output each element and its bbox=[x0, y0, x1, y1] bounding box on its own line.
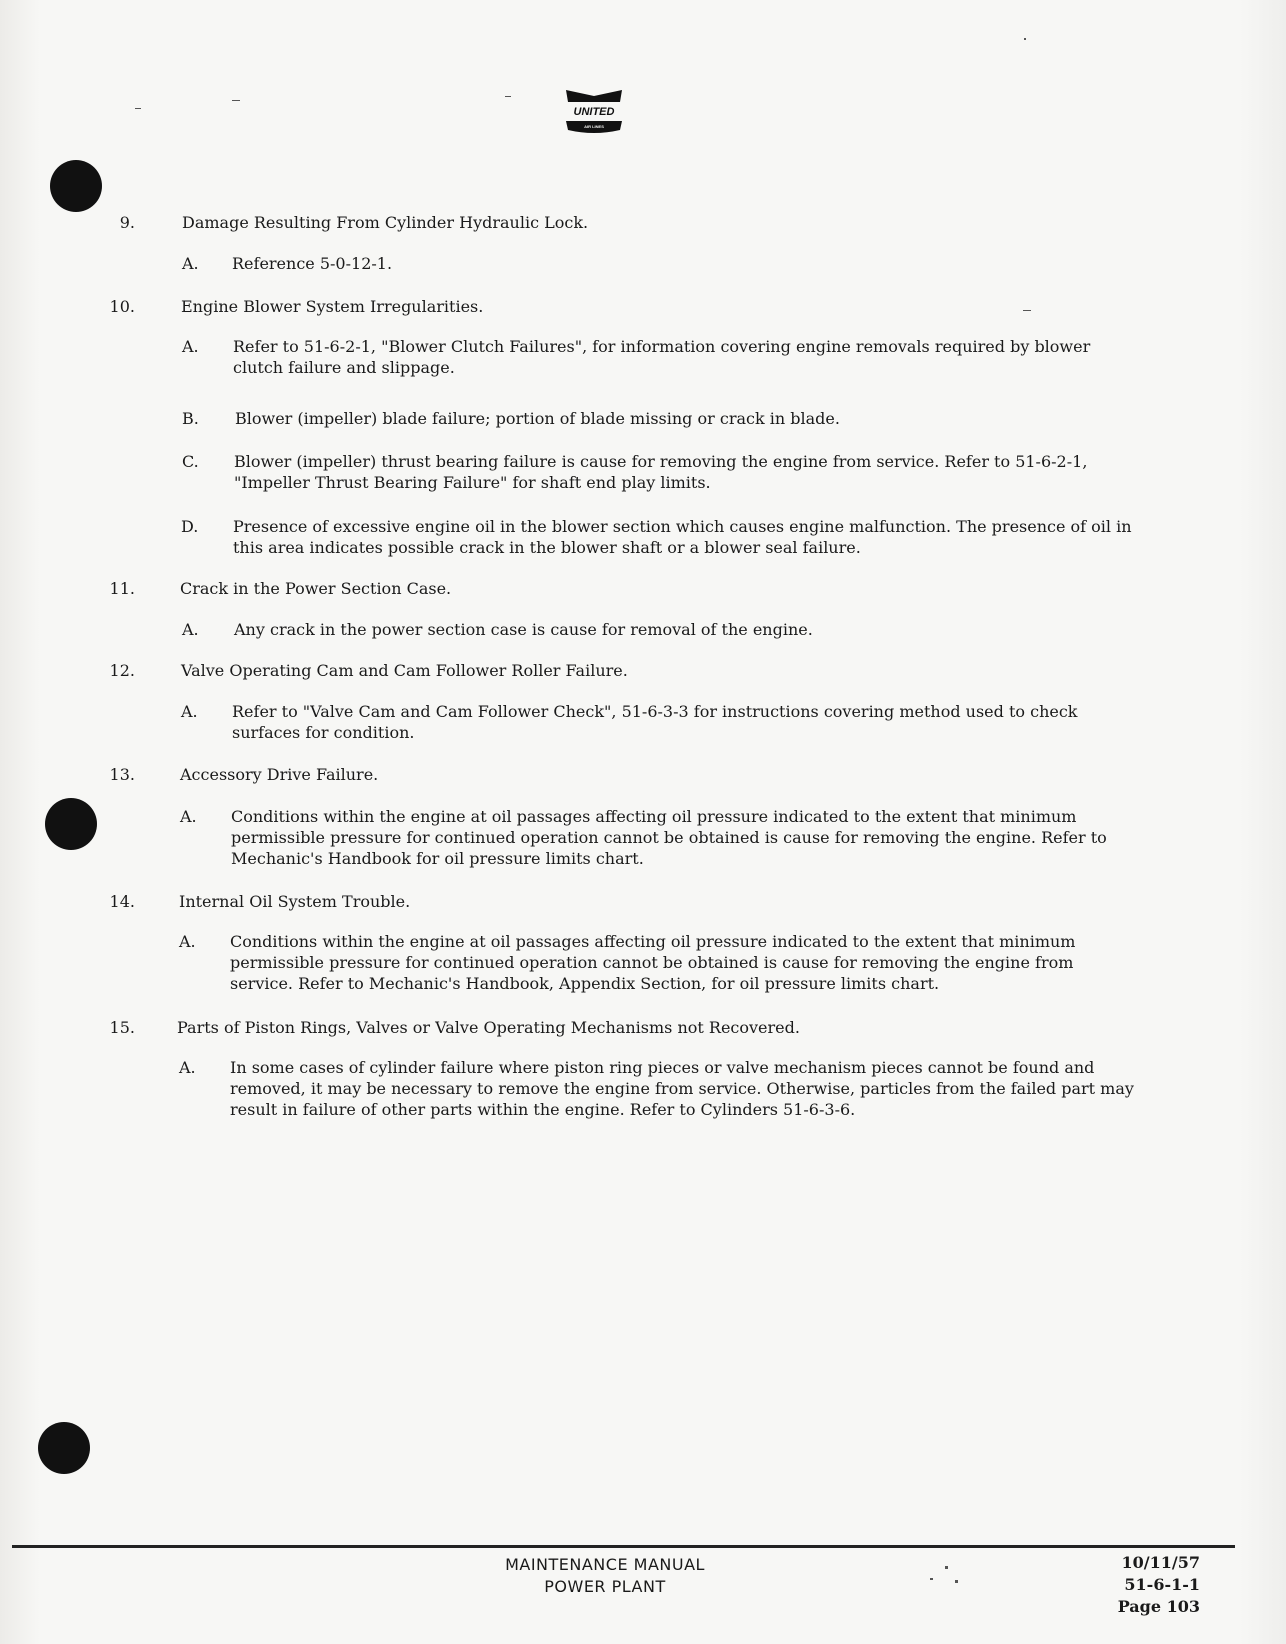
scan-speck bbox=[945, 1566, 948, 1569]
page-reference bbox=[1090, 1552, 1200, 1618]
scan-speck bbox=[955, 1580, 958, 1583]
subsection-letter: A. bbox=[180, 807, 197, 826]
subsection-text: Conditions within the engine at oil passages affecting oil pressure indicated to the extent that minimum permissible pressure for continued operation cannot be obtained is cause for removing the engine. Refer to Mechanic's Handbook for oil pressure limits chart. bbox=[231, 807, 1107, 868]
subsection-letter: A. bbox=[182, 620, 199, 639]
scan-speck bbox=[1024, 38, 1026, 40]
subsection-text: Conditions within the engine at oil passages affecting oil pressure indicated to the extent that minimum permissible pressure for continued operation cannot be obtained is cause for removing the engine from service. Refer to Mechanic's Handbook, Appendix Section, for oil pressure limits chart. bbox=[230, 932, 1076, 993]
subsection-text: Any crack in the power section case is cause for removal of the engine. bbox=[234, 620, 813, 639]
subsection-text: Reference 5-0-12-1. bbox=[232, 254, 393, 273]
binder-hole-middle bbox=[45, 798, 97, 850]
section-number: 15. bbox=[109, 1018, 135, 1037]
logo-wordmark: UNITED bbox=[573, 106, 615, 118]
scan-speck bbox=[232, 100, 240, 101]
section-number: 13. bbox=[109, 765, 135, 784]
section-number: 12. bbox=[109, 661, 135, 680]
scan-speck bbox=[135, 108, 141, 109]
subsection-letter: A. bbox=[181, 702, 198, 721]
subsection-text: Blower (impeller) blade failure; portion of blade missing or crack in blade. bbox=[235, 409, 840, 428]
subsection-letter: A. bbox=[179, 1058, 196, 1077]
footer-rule bbox=[12, 1545, 1235, 1548]
subsection-letter: B. bbox=[182, 409, 199, 428]
section-heading: Valve Operating Cam and Cam Follower Roller Failure. bbox=[181, 661, 628, 680]
section-heading: Damage Resulting From Cylinder Hydraulic Lock. bbox=[182, 213, 589, 232]
subsection-letter: A. bbox=[179, 932, 196, 951]
binder-hole-top bbox=[50, 160, 102, 212]
manual-title-line2: POWER PLANT bbox=[544, 1577, 666, 1596]
subsection-text: Presence of excessive engine oil in the blower section which causes engine malfunction. The presence of oil in this area indicates possible crack in the blower shaft or a blower seal failure. bbox=[233, 517, 1132, 557]
subsection-text: Refer to 51-6-2-1, "Blower Clutch Failures", for information covering engine removals required by blower clutch failure and slippage. bbox=[233, 337, 1091, 377]
subsection-letter: A. bbox=[182, 337, 199, 356]
manual-title bbox=[420, 1554, 790, 1598]
logo-subtext: AIR LINES bbox=[584, 124, 604, 129]
section-heading: Crack in the Power Section Case. bbox=[180, 579, 452, 598]
section-heading: Engine Blower System Irregularities. bbox=[181, 297, 484, 316]
binder-hole-bottom bbox=[38, 1422, 90, 1474]
scan-speck bbox=[1023, 310, 1031, 311]
revision-date: 10/11/57 bbox=[1121, 1553, 1200, 1572]
subsection-text: In some cases of cylinder failure where piston ring pieces or valve mechanism pieces cannot be found and removed, it may be necessary to remove the engine from service. Otherwise, particles from the failed part may result in failure of other parts within the engine. Refer to Cylinders 51-6-3-6. bbox=[230, 1058, 1134, 1119]
subsection-letter: A. bbox=[182, 254, 199, 273]
scan-speck bbox=[930, 1578, 933, 1580]
section-number: 10. bbox=[109, 297, 135, 316]
section-heading: Internal Oil System Trouble. bbox=[179, 892, 411, 911]
section-number: 9. bbox=[119, 213, 135, 232]
section-number: 51-6-1-1 bbox=[1124, 1575, 1200, 1594]
section-number: 11. bbox=[109, 579, 135, 598]
section-heading: Accessory Drive Failure. bbox=[180, 765, 379, 784]
section-number: 14. bbox=[109, 892, 135, 911]
manual-title-line1: MAINTENANCE MANUAL bbox=[505, 1555, 705, 1574]
subsection-letter: C. bbox=[182, 452, 199, 471]
subsection-text: Refer to "Valve Cam and Cam Follower Check", 51-6-3-3 for instructions covering method used to check surfaces for condition. bbox=[232, 702, 1078, 742]
scan-speck bbox=[505, 96, 511, 97]
subsection-text: Blower (impeller) thrust bearing failure is cause for removing the engine from service. Refer to 51-6-2-1, "Impeller Thrust Bearing Failure" for shaft end play limits. bbox=[234, 452, 1088, 492]
subsection-letter: D. bbox=[181, 517, 199, 536]
page-number: Page 103 bbox=[1117, 1597, 1200, 1616]
section-heading: Parts of Piston Rings, Valves or Valve Operating Mechanisms not Recovered. bbox=[177, 1018, 800, 1037]
united-air-lines-logo bbox=[560, 88, 628, 138]
